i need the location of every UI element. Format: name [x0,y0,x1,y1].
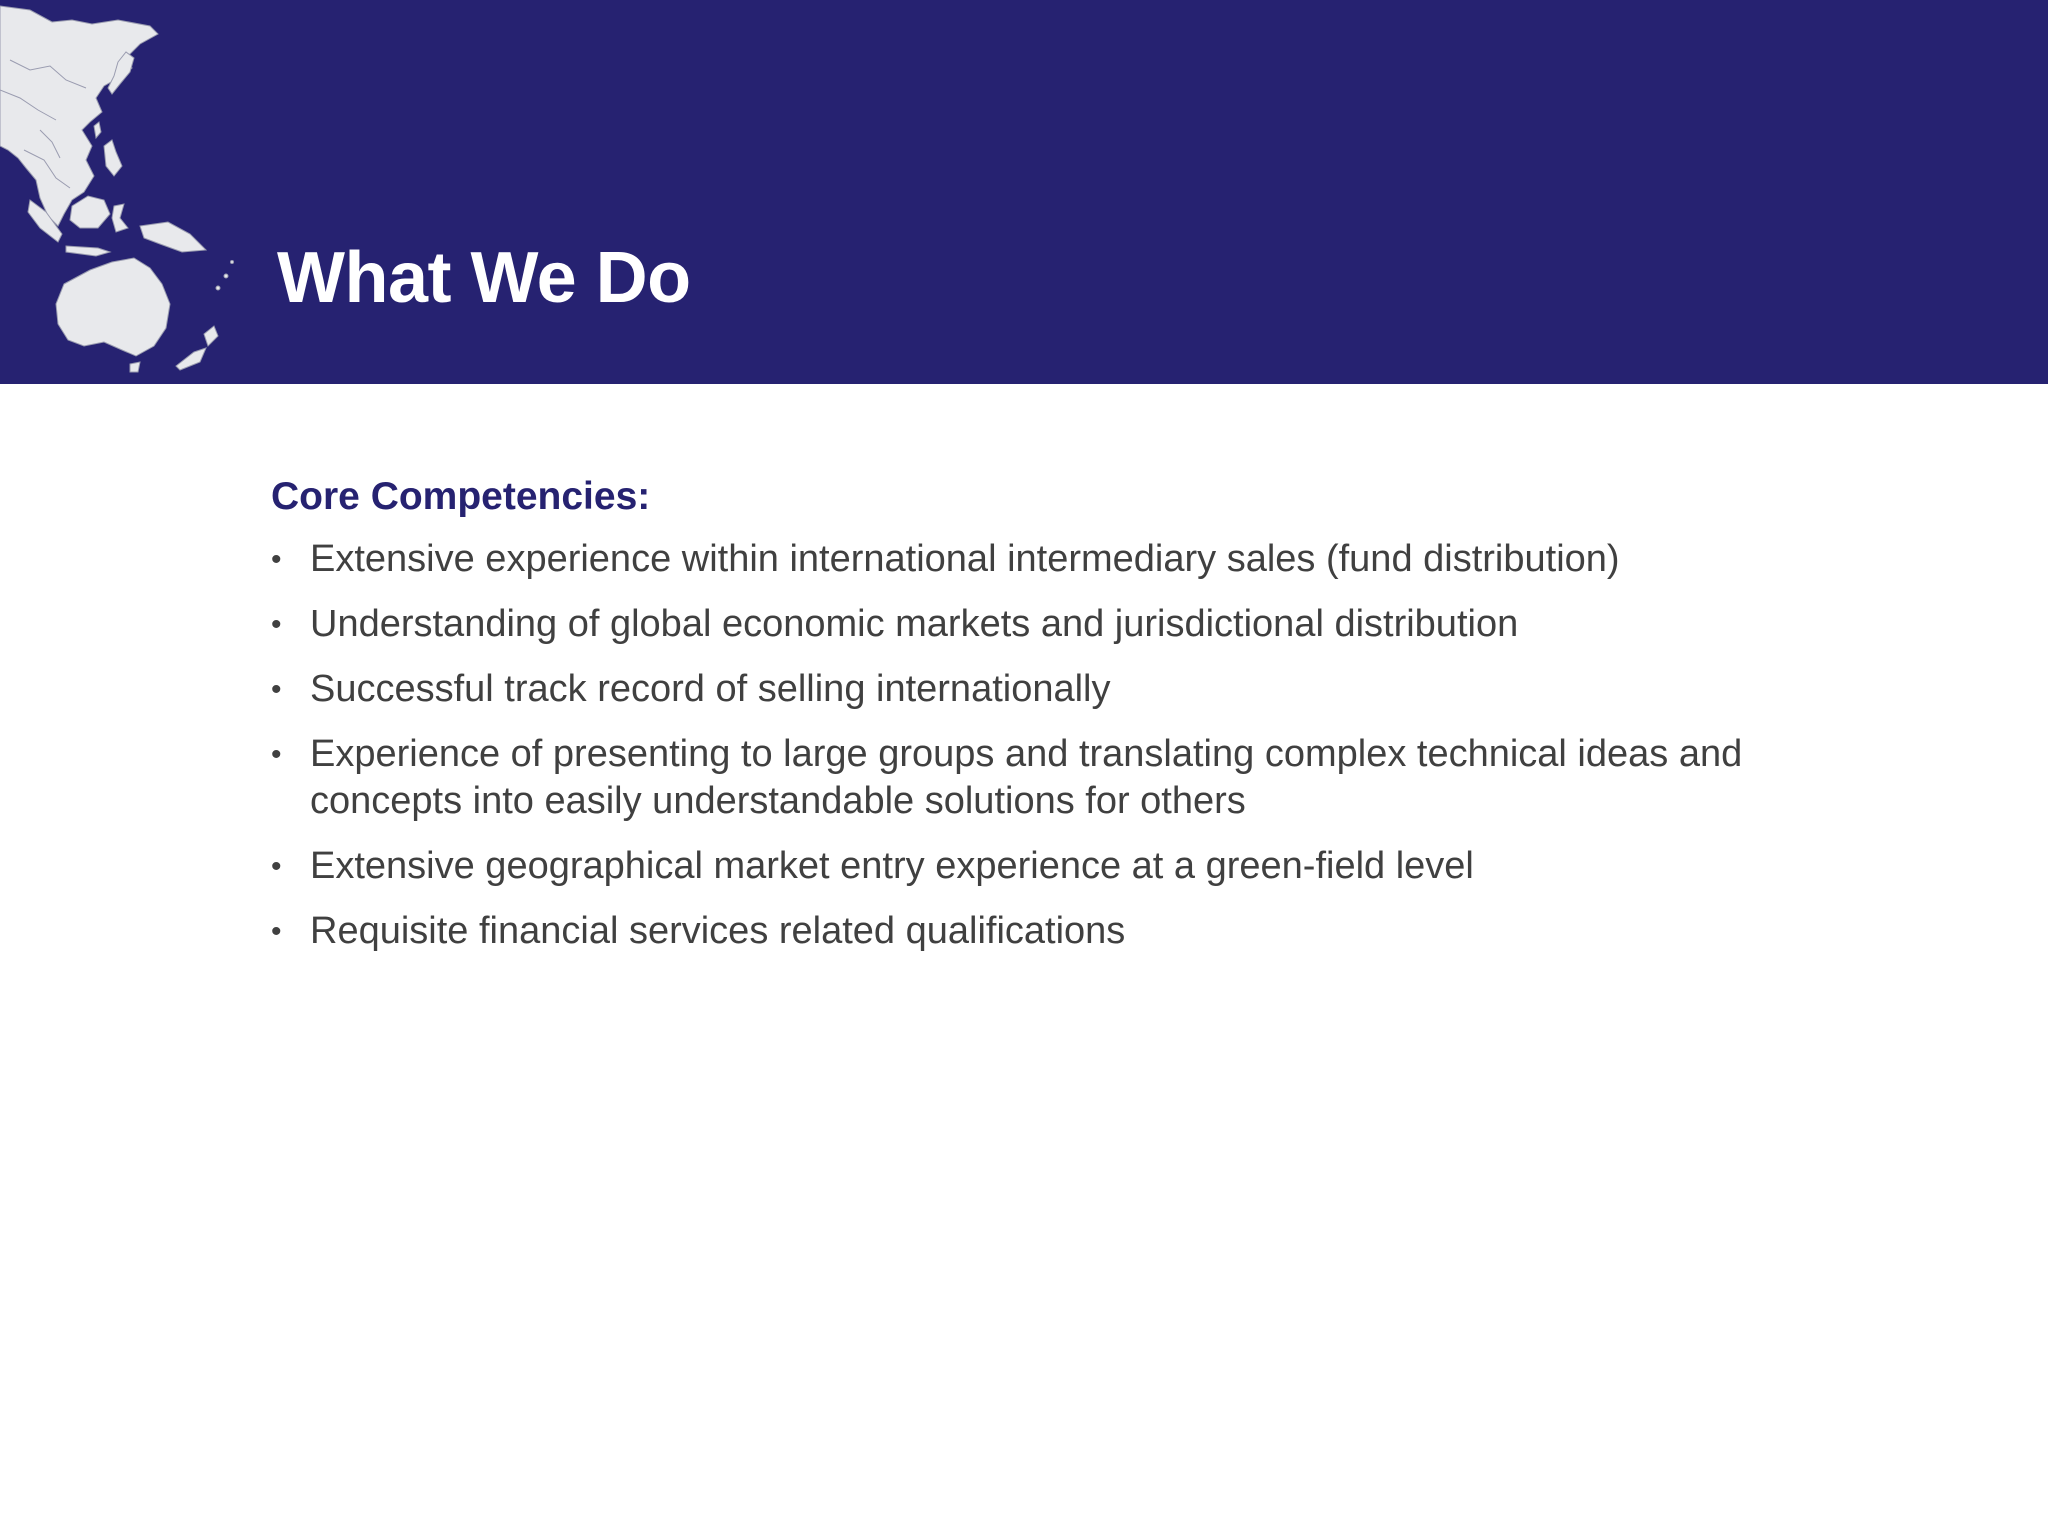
list-item [271,731,1831,825]
bullet-icon: • [271,915,282,948]
list-item-text: Successful track record of selling internationally [310,668,1111,710]
asia-pacific-map-icon [0,0,240,384]
bullet-icon: • [271,543,282,576]
bullet-icon: • [271,738,282,771]
list-item-text: Understanding of global economic markets and jurisdictional distribution [310,603,1519,645]
list-item [271,843,1831,890]
section-heading: Core Competencies: [271,475,651,518]
slide-title: What We Do [277,238,691,318]
competency-list [271,536,1831,955]
list-item [271,536,1831,583]
header-band [0,0,2048,384]
list-item [271,601,1831,648]
list-item-text: Extensive experience within international intermediary sales (fund distribution) [310,538,1620,580]
list-item [271,666,1831,713]
list-item-text: Extensive geographical market entry experience at a green-field level [310,845,1474,887]
bullet-icon: • [271,673,282,706]
list-item [271,908,1831,955]
content-area [271,472,1831,973]
list-item-text: Requisite financial services related qualifications [310,910,1126,952]
list-item-text: Experience of presenting to large groups and translating complex technical ideas and concepts into easily understandable solutions for others [310,733,1743,822]
bullet-icon: • [271,850,282,883]
bullet-icon: • [271,608,282,641]
